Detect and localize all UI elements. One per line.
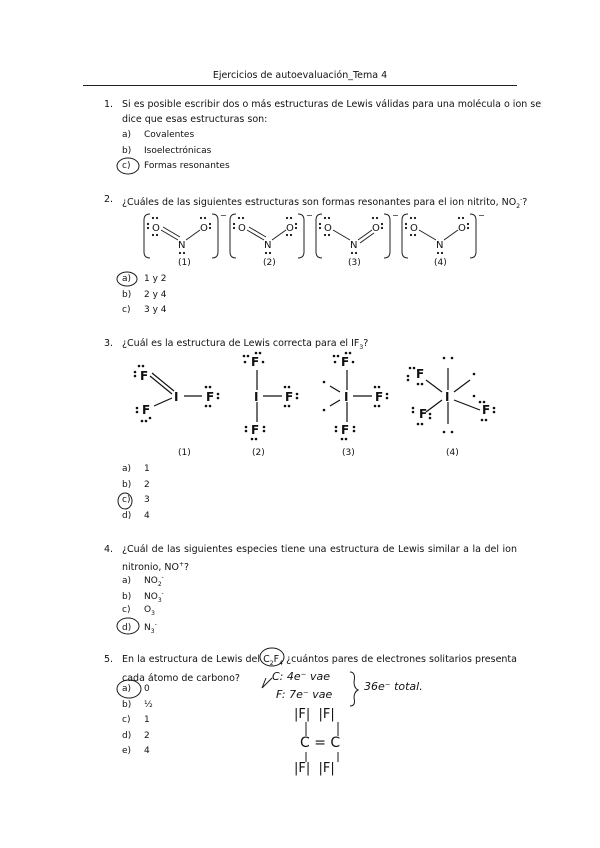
handwriting-c-c: C = C: [300, 735, 341, 751]
handwriting-bonds: [296, 718, 376, 788]
q2-label-1: (1): [178, 258, 191, 268]
q1-text-line2: dice que esas estructuras son:: [122, 114, 268, 125]
q3-label-3: (3): [342, 448, 355, 458]
q1-text-line1: Si es posible escribir dos o más estructuras de Lewis válidas para una molécula o ion se: [122, 99, 542, 110]
q2-label-4: (4): [434, 258, 447, 268]
svg-text:−: −: [478, 211, 485, 220]
q5-formula: $C_2F_4$: [263, 654, 283, 667]
svg-text:F: F: [341, 355, 350, 369]
svg-text:O: O: [238, 223, 246, 234]
svg-text:−: −: [392, 211, 399, 220]
handwriting-total: 36e⁻ total.: [364, 680, 423, 693]
q3-option-d[interactable]: d) 4: [122, 511, 150, 521]
q3-text: ¿Cuál es la estructura de Lewis correcta para el $IF_3$?: [122, 338, 369, 351]
q5-option-d[interactable]: d) 2: [122, 731, 150, 741]
svg-text:−: −: [220, 211, 227, 220]
svg-text:O: O: [372, 223, 380, 234]
svg-text:F: F: [416, 367, 425, 381]
q2-label-2: (2): [263, 258, 276, 268]
svg-text:I: I: [254, 390, 259, 404]
svg-text:O: O: [200, 223, 208, 234]
svg-text:I: I: [344, 390, 349, 404]
q5-option-e[interactable]: e) 4: [122, 746, 150, 756]
nitrite-structures: [140, 210, 520, 270]
if3-structures: [130, 352, 510, 442]
q2-option-c[interactable]: c) 3 y 4: [122, 305, 167, 315]
svg-text:F: F: [285, 390, 294, 404]
q3-option-c[interactable]: c) 3: [122, 495, 150, 505]
svg-text:F: F: [375, 390, 384, 404]
q1-text: [122, 97, 541, 127]
q4-text-line1: ¿Cuál de las siguientes especies tiene una estructura de Lewis similar a la del ion: [122, 544, 517, 555]
svg-text:I: I: [445, 390, 450, 404]
q3-label-1: (1): [178, 448, 191, 458]
svg-text:O: O: [152, 223, 160, 234]
q5-option-b[interactable]: b) ½: [122, 700, 153, 710]
svg-text:F: F: [142, 403, 151, 417]
q3-number: 3.: [104, 338, 114, 349]
svg-text:F: F: [341, 423, 350, 437]
svg-text:N: N: [264, 240, 272, 251]
svg-text:F: F: [140, 369, 149, 383]
svg-text:N: N: [350, 240, 358, 251]
q5-text-line2: cada átomo de carbono?: [122, 672, 240, 684]
q5-option-c[interactable]: c) 1: [122, 715, 150, 725]
q2-number: 2.: [104, 194, 114, 205]
q3-option-a[interactable]: a) 1: [122, 464, 150, 474]
q4-option-b[interactable]: b) $NO_3^-$: [122, 590, 164, 604]
svg-text:−: −: [306, 211, 313, 220]
q2-label-3: (3): [348, 258, 361, 268]
svg-text:I: I: [174, 390, 179, 404]
svg-text:O: O: [458, 223, 466, 234]
svg-text:F: F: [251, 423, 260, 437]
header-divider: [83, 85, 517, 86]
svg-text:F: F: [206, 390, 215, 404]
q4-option-d[interactable]: d) $N_3^-$: [122, 621, 157, 635]
handwriting-line2: F: 7e⁻ vae: [276, 688, 333, 701]
q5-number: 5.: [104, 654, 114, 665]
svg-text:O: O: [286, 223, 294, 234]
page-title: Ejercicios de autoevaluación_Tema 4: [212, 70, 388, 81]
q1-option-a[interactable]: a) Covalentes: [122, 130, 195, 140]
svg-text:F: F: [482, 403, 491, 417]
q4-number: 4.: [104, 544, 114, 555]
q4-option-a[interactable]: a) $NO_2^-$: [122, 574, 164, 588]
q4-text-line2: nitronio, NO+?: [122, 561, 190, 574]
q1-option-b[interactable]: b) Isoelectrónicas: [122, 146, 212, 156]
svg-text:F: F: [251, 355, 260, 369]
q3-label-2: (2): [252, 448, 265, 458]
q5-option-a[interactable]: a) 0: [122, 684, 150, 694]
svg-text:N: N: [436, 240, 444, 251]
q3-option-b[interactable]: b) 2: [122, 480, 150, 490]
q2-option-a[interactable]: a) 1 y 2: [122, 274, 167, 284]
svg-text:F: F: [419, 407, 428, 421]
q2-option-b[interactable]: b) 2 y 4: [122, 290, 167, 300]
svg-text:O: O: [410, 223, 418, 234]
handwriting-f-bottom: |F| |F|: [294, 761, 335, 776]
svg-text:N: N: [178, 240, 186, 251]
q5-text-line1: En la estructura de Lewis del $C_2F_4$ ¿cuántos pares de electrones solitarios presenta: [122, 654, 517, 667]
q4-option-c[interactable]: c) $O_3$: [122, 605, 155, 617]
handwriting-f-top: |F| |F|: [294, 707, 335, 722]
q3-label-4: (4): [446, 448, 459, 458]
q1-number: 1.: [104, 99, 114, 110]
q2-text: ¿Cuáles de las siguientes estructuras son formas resonantes para el ion nitrito, $NO_2^-$?: [122, 196, 528, 211]
svg-text:O: O: [324, 223, 332, 234]
q4-text: [122, 542, 517, 575]
q1-option-c[interactable]: c) Formas resonantes: [122, 161, 230, 171]
handwriting-line1: C: 4e⁻ vae: [272, 670, 330, 683]
